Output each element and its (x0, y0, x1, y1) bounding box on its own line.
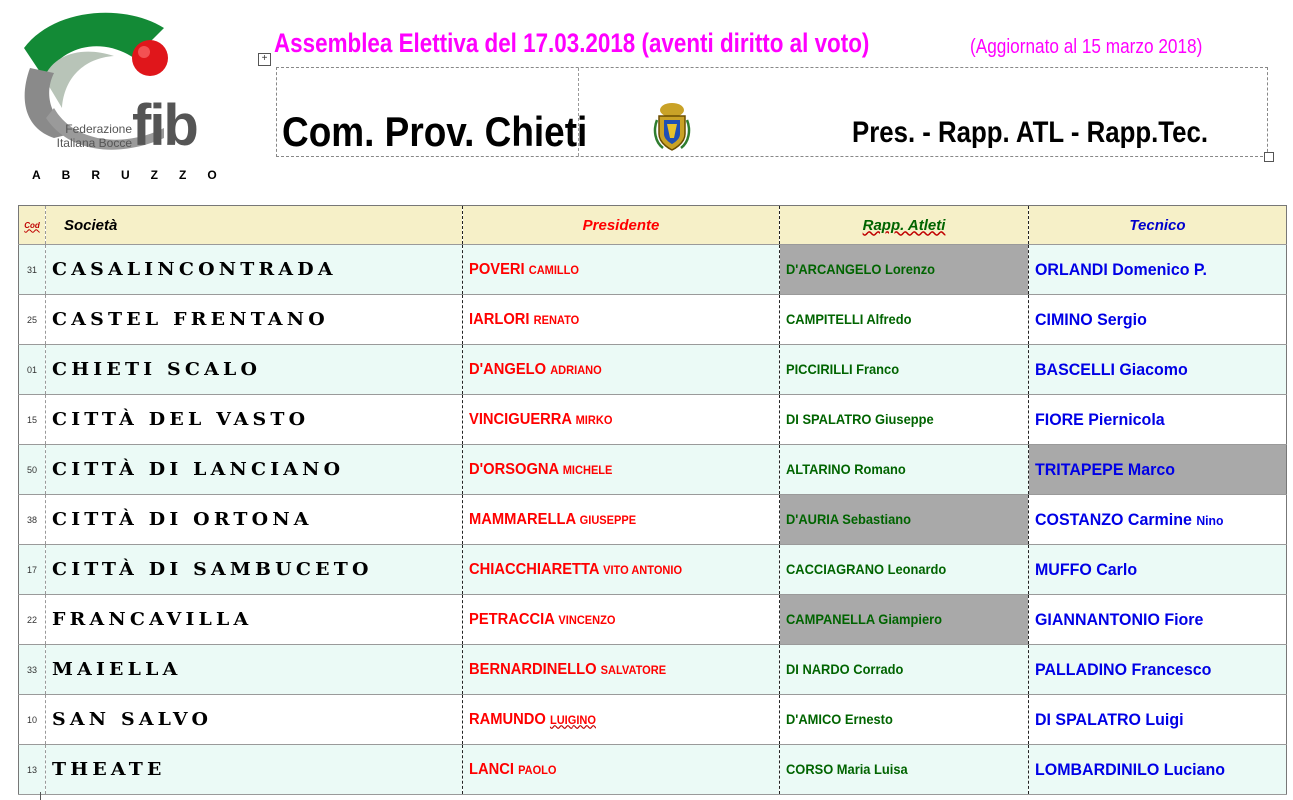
cell-tecnico (1029, 695, 1287, 745)
technical-rep-name (1035, 260, 1207, 280)
president-name (469, 611, 615, 629)
header-atleti-label: Rapp. Atleti (862, 216, 946, 234)
technical-rep-name (1035, 460, 1175, 480)
president-name (469, 411, 612, 429)
cell-tecnico (1029, 645, 1287, 695)
president-first-name: VITO ANTONIO (603, 562, 683, 577)
table-header-row (19, 206, 1287, 245)
club-name: FRANCAVILLA (52, 609, 253, 630)
technical-rep-name (1035, 310, 1147, 330)
cell-presidente (463, 495, 780, 545)
cell-atleti (780, 545, 1029, 595)
cell-societa (46, 595, 463, 645)
president-first-name: CAMILLO (528, 262, 580, 277)
cell-tecnico (1029, 345, 1287, 395)
club-name: MAIELLA (52, 659, 182, 680)
cell-atleti (780, 345, 1029, 395)
table-row (19, 745, 1287, 795)
roles-legend: Pres. - Rapp. ATL - Rapp.Tec. (852, 116, 1208, 149)
president-surname: POVERI (469, 260, 525, 278)
move-handle-icon[interactable]: + (258, 53, 271, 66)
president-surname: VINCIGUERRA (469, 410, 572, 428)
club-name: THEATE (52, 759, 166, 780)
table-row (19, 495, 1287, 545)
technical-rep-extra: Nino (1196, 512, 1224, 528)
cell-societa (46, 395, 463, 445)
president-surname: D'ORSOGNA (469, 460, 559, 478)
cell-atleti (780, 695, 1029, 745)
club-name: CITTÀ DI SAMBUCETO (52, 559, 373, 580)
president-surname: IARLORI (469, 310, 530, 328)
club-name: CITTÀ DI ORTONA (52, 509, 313, 530)
cell-societa (46, 445, 463, 495)
president-first-name: SALVATORE (600, 662, 667, 677)
header-presidente: Presidente (463, 206, 780, 245)
technical-rep-main: MUFFO Carlo (1035, 559, 1138, 579)
president-surname: RAMUNDO (469, 710, 546, 728)
president-name (469, 561, 682, 579)
table-row (19, 595, 1287, 645)
cell-presidente (463, 645, 780, 695)
club-name: CITTÀ DI LANCIANO (52, 459, 345, 480)
cell-cod: 33 (19, 645, 46, 695)
president-name (469, 311, 579, 329)
technical-rep-name (1035, 510, 1223, 530)
athletes-rep-name: DI NARDO Corrado (786, 660, 904, 677)
technical-rep-name (1035, 360, 1188, 380)
cell-atleti (780, 395, 1029, 445)
technical-rep-main: DI SPALATRO Luigi (1035, 709, 1184, 729)
cell-tecnico (1029, 745, 1287, 795)
update-date: (Aggiornato al 15 marzo 2018) (970, 36, 1203, 58)
table-row (19, 295, 1287, 345)
cell-tecnico (1029, 295, 1287, 345)
technical-rep-name (1035, 610, 1203, 630)
cell-cod: 10 (19, 695, 46, 745)
cell-presidente (463, 345, 780, 395)
president-surname: BERNARDINELLO (469, 660, 597, 678)
logo-federazione (44, 122, 132, 150)
cell-presidente (463, 395, 780, 445)
cell-presidente (463, 695, 780, 745)
cell-cod: 25 (19, 295, 46, 345)
cell-cod: 15 (19, 395, 46, 445)
technical-rep-main: BASCELLI Giacomo (1035, 359, 1188, 379)
technical-rep-main: CIMINO Sergio (1035, 309, 1147, 329)
club-name: CHIETI SCALO (52, 359, 262, 380)
cell-atleti (780, 645, 1029, 695)
cell-presidente (463, 745, 780, 795)
logo-line-1: Federazione (65, 122, 132, 136)
header-cod: Cod (19, 206, 46, 245)
cell-atleti (780, 245, 1029, 295)
cell-societa (46, 545, 463, 595)
president-name (469, 761, 557, 779)
cell-presidente (463, 545, 780, 595)
athletes-rep-name: PICCIRILLI Franco (786, 360, 900, 377)
logo-brand: fib (132, 93, 197, 158)
president-first-name: LUIGINO (549, 712, 596, 727)
cell-societa (46, 695, 463, 745)
cell-atleti (780, 745, 1029, 795)
president-name (469, 461, 612, 479)
technical-rep-main: LOMBARDINILO Luciano (1035, 759, 1225, 779)
logo-line-2: Italiana Bocce (56, 136, 132, 150)
technical-rep-name (1035, 760, 1225, 780)
technical-rep-name (1035, 660, 1211, 680)
cell-tecnico (1029, 395, 1287, 445)
athletes-rep-name: D'AURIA Sebastiano (786, 510, 911, 527)
president-surname: LANCI (469, 760, 514, 778)
technical-rep-main: TRITAPEPE Marco (1035, 459, 1176, 479)
president-surname: MAMMARELLA (469, 510, 576, 528)
technical-rep-name (1035, 560, 1137, 580)
table-cursor-line (40, 792, 41, 800)
president-surname: PETRACCIA (469, 610, 555, 628)
committee-name: Com. Prov. Chieti (282, 108, 588, 155)
athletes-rep-name: D'ARCANGELO Lorenzo (786, 260, 936, 277)
athletes-rep-name: CORSO Maria Luisa (786, 760, 908, 777)
technical-rep-main: PALLADINO Francesco (1035, 659, 1212, 679)
cell-cod: 38 (19, 495, 46, 545)
cell-cod: 13 (19, 745, 46, 795)
president-name (469, 261, 579, 279)
coat-of-arms-icon (653, 100, 691, 154)
president-first-name: PAOLO (518, 762, 557, 777)
cell-presidente (463, 595, 780, 645)
technical-rep-main: GIANNANTONIO Fiore (1035, 609, 1204, 629)
table-row (19, 345, 1287, 395)
cell-societa (46, 645, 463, 695)
cell-tecnico (1029, 545, 1287, 595)
cell-societa (46, 245, 463, 295)
table-row (19, 645, 1287, 695)
cell-atleti (780, 595, 1029, 645)
table-row (19, 395, 1287, 445)
cell-cod: 01 (19, 345, 46, 395)
cell-cod: 50 (19, 445, 46, 495)
president-name (469, 511, 636, 529)
president-first-name: ADRIANO (550, 362, 602, 377)
cell-societa (46, 495, 463, 545)
cell-presidente (463, 295, 780, 345)
president-first-name: MICHELE (562, 462, 613, 477)
fib-logo (14, 8, 236, 184)
president-first-name: GIUSEPPE (579, 512, 637, 527)
cell-presidente (463, 245, 780, 295)
technical-rep-main: ORLANDI Domenico P. (1035, 259, 1207, 279)
voters-table (18, 205, 1287, 795)
cell-societa (46, 345, 463, 395)
club-name: CASTEL FRENTANO (52, 309, 329, 330)
president-name (469, 711, 596, 729)
president-surname: D'ANGELO (469, 360, 547, 378)
president-first-name: VINCENZO (558, 612, 616, 627)
president-first-name: MIRKO (575, 412, 613, 427)
athletes-rep-name: CAMPANELLA Giampiero (786, 610, 943, 627)
table-row (19, 695, 1287, 745)
president-name (469, 661, 666, 679)
president-first-name: RENATO (533, 312, 580, 327)
cell-societa (46, 295, 463, 345)
president-surname: CHIACCHIARETTA (469, 560, 600, 578)
table-row (19, 545, 1287, 595)
header-societa: Società (46, 206, 463, 245)
athletes-rep-name: CAMPITELLI Alfredo (786, 310, 912, 327)
cell-cod: 17 (19, 545, 46, 595)
header-atleti (780, 206, 1029, 245)
cell-tecnico (1029, 595, 1287, 645)
cell-societa (46, 745, 463, 795)
technical-rep-main: FIORE Piernicola (1035, 409, 1165, 429)
club-name: CASALINCONTRADA (52, 259, 337, 280)
logo-region: ABRUZZO (32, 168, 238, 182)
table-row (19, 245, 1287, 295)
technical-rep-name (1035, 710, 1184, 730)
athletes-rep-name: CACCIAGRANO Leonardo (786, 560, 947, 577)
cell-cod: 22 (19, 595, 46, 645)
technical-rep-main: COSTANZO Carmine (1035, 509, 1192, 529)
cell-presidente (463, 445, 780, 495)
cell-atleti (780, 445, 1029, 495)
technical-rep-name (1035, 410, 1165, 430)
table-row (19, 445, 1287, 495)
cell-tecnico (1029, 245, 1287, 295)
header-tecnico: Tecnico (1029, 206, 1287, 245)
cell-cod: 31 (19, 245, 46, 295)
fib-logo-graphic (14, 8, 236, 184)
cell-tecnico (1029, 495, 1287, 545)
athletes-rep-name: D'AMICO Ernesto (786, 710, 893, 727)
cell-atleti (780, 295, 1029, 345)
cell-tecnico (1029, 445, 1287, 495)
cell-atleti (780, 495, 1029, 545)
president-name (469, 361, 602, 379)
club-name: SAN SALVO (52, 709, 213, 730)
page-title: Assemblea Elettiva del 17.03.2018 (aventi diritto al voto) (274, 28, 870, 58)
athletes-rep-name: DI SPALATRO Giuseppe (786, 410, 934, 427)
club-name: CITTÀ DEL VASTO (52, 409, 310, 430)
athletes-rep-name: ALTARINO Romano (786, 460, 906, 477)
resize-handle[interactable] (1264, 152, 1274, 162)
